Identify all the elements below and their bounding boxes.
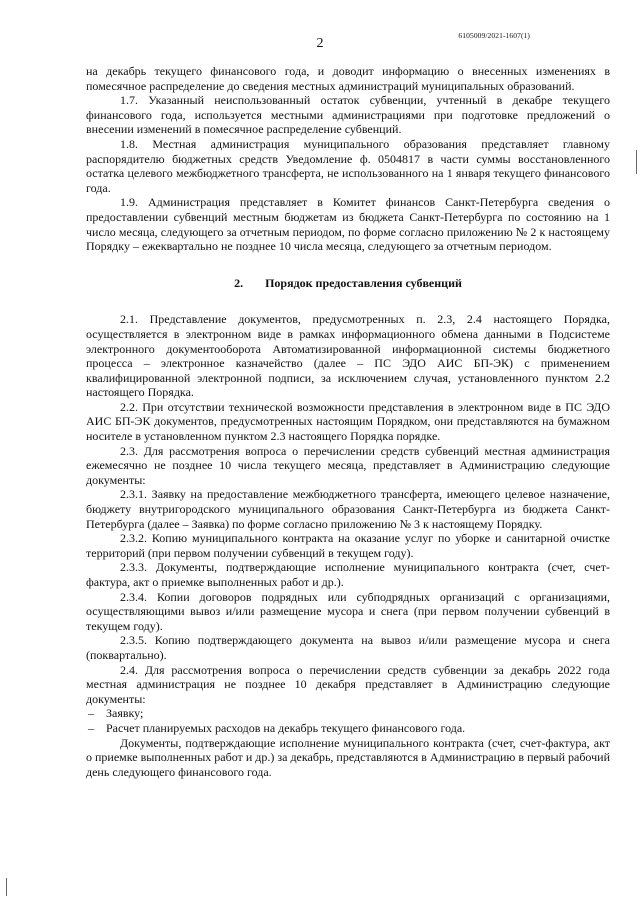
paragraph-2-3-2: 2.3.2. Копию муниципального контракта на оказание услуг по уборке и санитарной очистке территорий (при первом получении субвенций в текущем году). [86,531,610,560]
paragraph-2-4: 2.4. Для рассмотрения вопроса о перечислении средств субвенции за декабрь 2022 года местная администрация не позднее 10 декабря представляет в Администрацию следующие документы: [86,662,610,706]
bullet-dash: – [88,720,94,735]
document-registration-number: 6105009/2021-1607(1) [458,31,530,40]
list-item [86,721,610,736]
document-body [86,64,610,779]
paragraph-2-3-5: 2.3.5. Копию подтверждающего документа на вывоз и/или размещение мусора и снега (поквартально). [86,633,610,662]
section-title: Порядок предоставления субвенций [265,275,462,290]
paragraph-2-3: 2.3. Для рассмотрения вопроса о перечислении средств субвенций местная администрация ежемесячно не позднее 10 числа текущего месяца, представляет в Администрацию следующие документы: [86,443,610,487]
page-number: 2 [316,36,324,51]
list-item [86,706,610,721]
paragraph-continuation: на декабрь текущего финансового года, и доводит информацию о внесенных изменениях в помесячное распределение до сведения местных администраций муниципальных образований. [86,64,610,93]
section-number: 2. [234,275,244,290]
section-heading [86,276,610,291]
scan-edge-mark-left [6,878,7,896]
paragraph-2-3-1: 2.3.1. Заявку на предоставление межбюджетного трансферта, имеющего целевое назначение, бюджету внутригородского муниципального образования Санкт-Петербурга из бюджета Санкт-Петербурга (далее – Заявка) по форме согласно приложению № 3 к настоящему Порядку. [86,487,610,531]
paragraph-closing: Документы, подтверждающие исполнение муниципального контракта (счет, счет-фактура, акт о приемке выполненных работ и др.) за декабрь, представляются в Администрацию в первый рабочий день следующего финансового года. [86,735,610,779]
list-item-text: Заявку; [106,706,144,721]
paragraph-1-7: 1.7. Указанный неиспользованный остаток субвенции, учтенный в декабре текущего финансового года, используется местными администрациями при подготовке предложений о внесении изменений в помесячное распределение субвенций. [86,93,610,137]
paragraph-1-8: 1.8. Местная администрация муниципального образования представляет главному распорядителю бюджетных средств Уведомление ф. 0504817 в части суммы восстановленного остатка целевого межбюджетного трансферта, не использованного на 1 января текущего финансового года. [86,136,610,195]
paragraph-2-3-4: 2.3.4. Копии договоров подрядных или субподрядных организаций с организациями, осуществляющими вывоз и/или размещение мусора и снега (при первом получении субвенций в текущем году). [86,589,610,633]
list-item-text: Расчет планируемых расходов на декабрь текущего финансового года. [106,720,466,735]
paragraph-2-2: 2.2. При отсутствии технической возможности представления в электронном виде в ПС ЭДО АИС БП-ЭК документов, предусмотренных настоящим Порядком, они представляются на бумажном носителе в установленном пунктом 2.3 настоящего Порядка порядке. [86,399,610,444]
paragraph-2-1: 2.1. Представление документов, предусмотренных п. 2.3, 2.4 настоящего Порядка, осуществляется в электронном виде в рамках информационного обмена данными в Подсистеме электронного документооборота Автоматизированной информационной системы бюджетного процесса – электронное казначейство (далее – ПС ЭДО АИС БП-ЭК) с применением квалифицированной электронной подписи, за исключением случая, установленного пунктом 2.2 настоящего Порядка. [86,312,610,400]
paragraph-1-9: 1.9. Администрация представляет в Комитет финансов Санкт-Петербурга сведения о предоставлении субвенций местным бюджетам из бюджета Санкт-Петербурга по состоянию на 1 число месяца, следующего за отчетным периодом, по форме согласно приложению № 2 к настоящему Порядку – ежеквартально не позднее 10 числа месяца, следующего за отчетным периодом. [86,195,610,254]
scan-edge-mark-right [636,150,637,174]
paragraph-2-3-3: 2.3.3. Документы, подтверждающие исполнение муниципального контракта (счет, счет-фактура, акт о приемке выполненных работ и др.). [86,560,610,589]
bullet-dash: – [88,706,94,721]
